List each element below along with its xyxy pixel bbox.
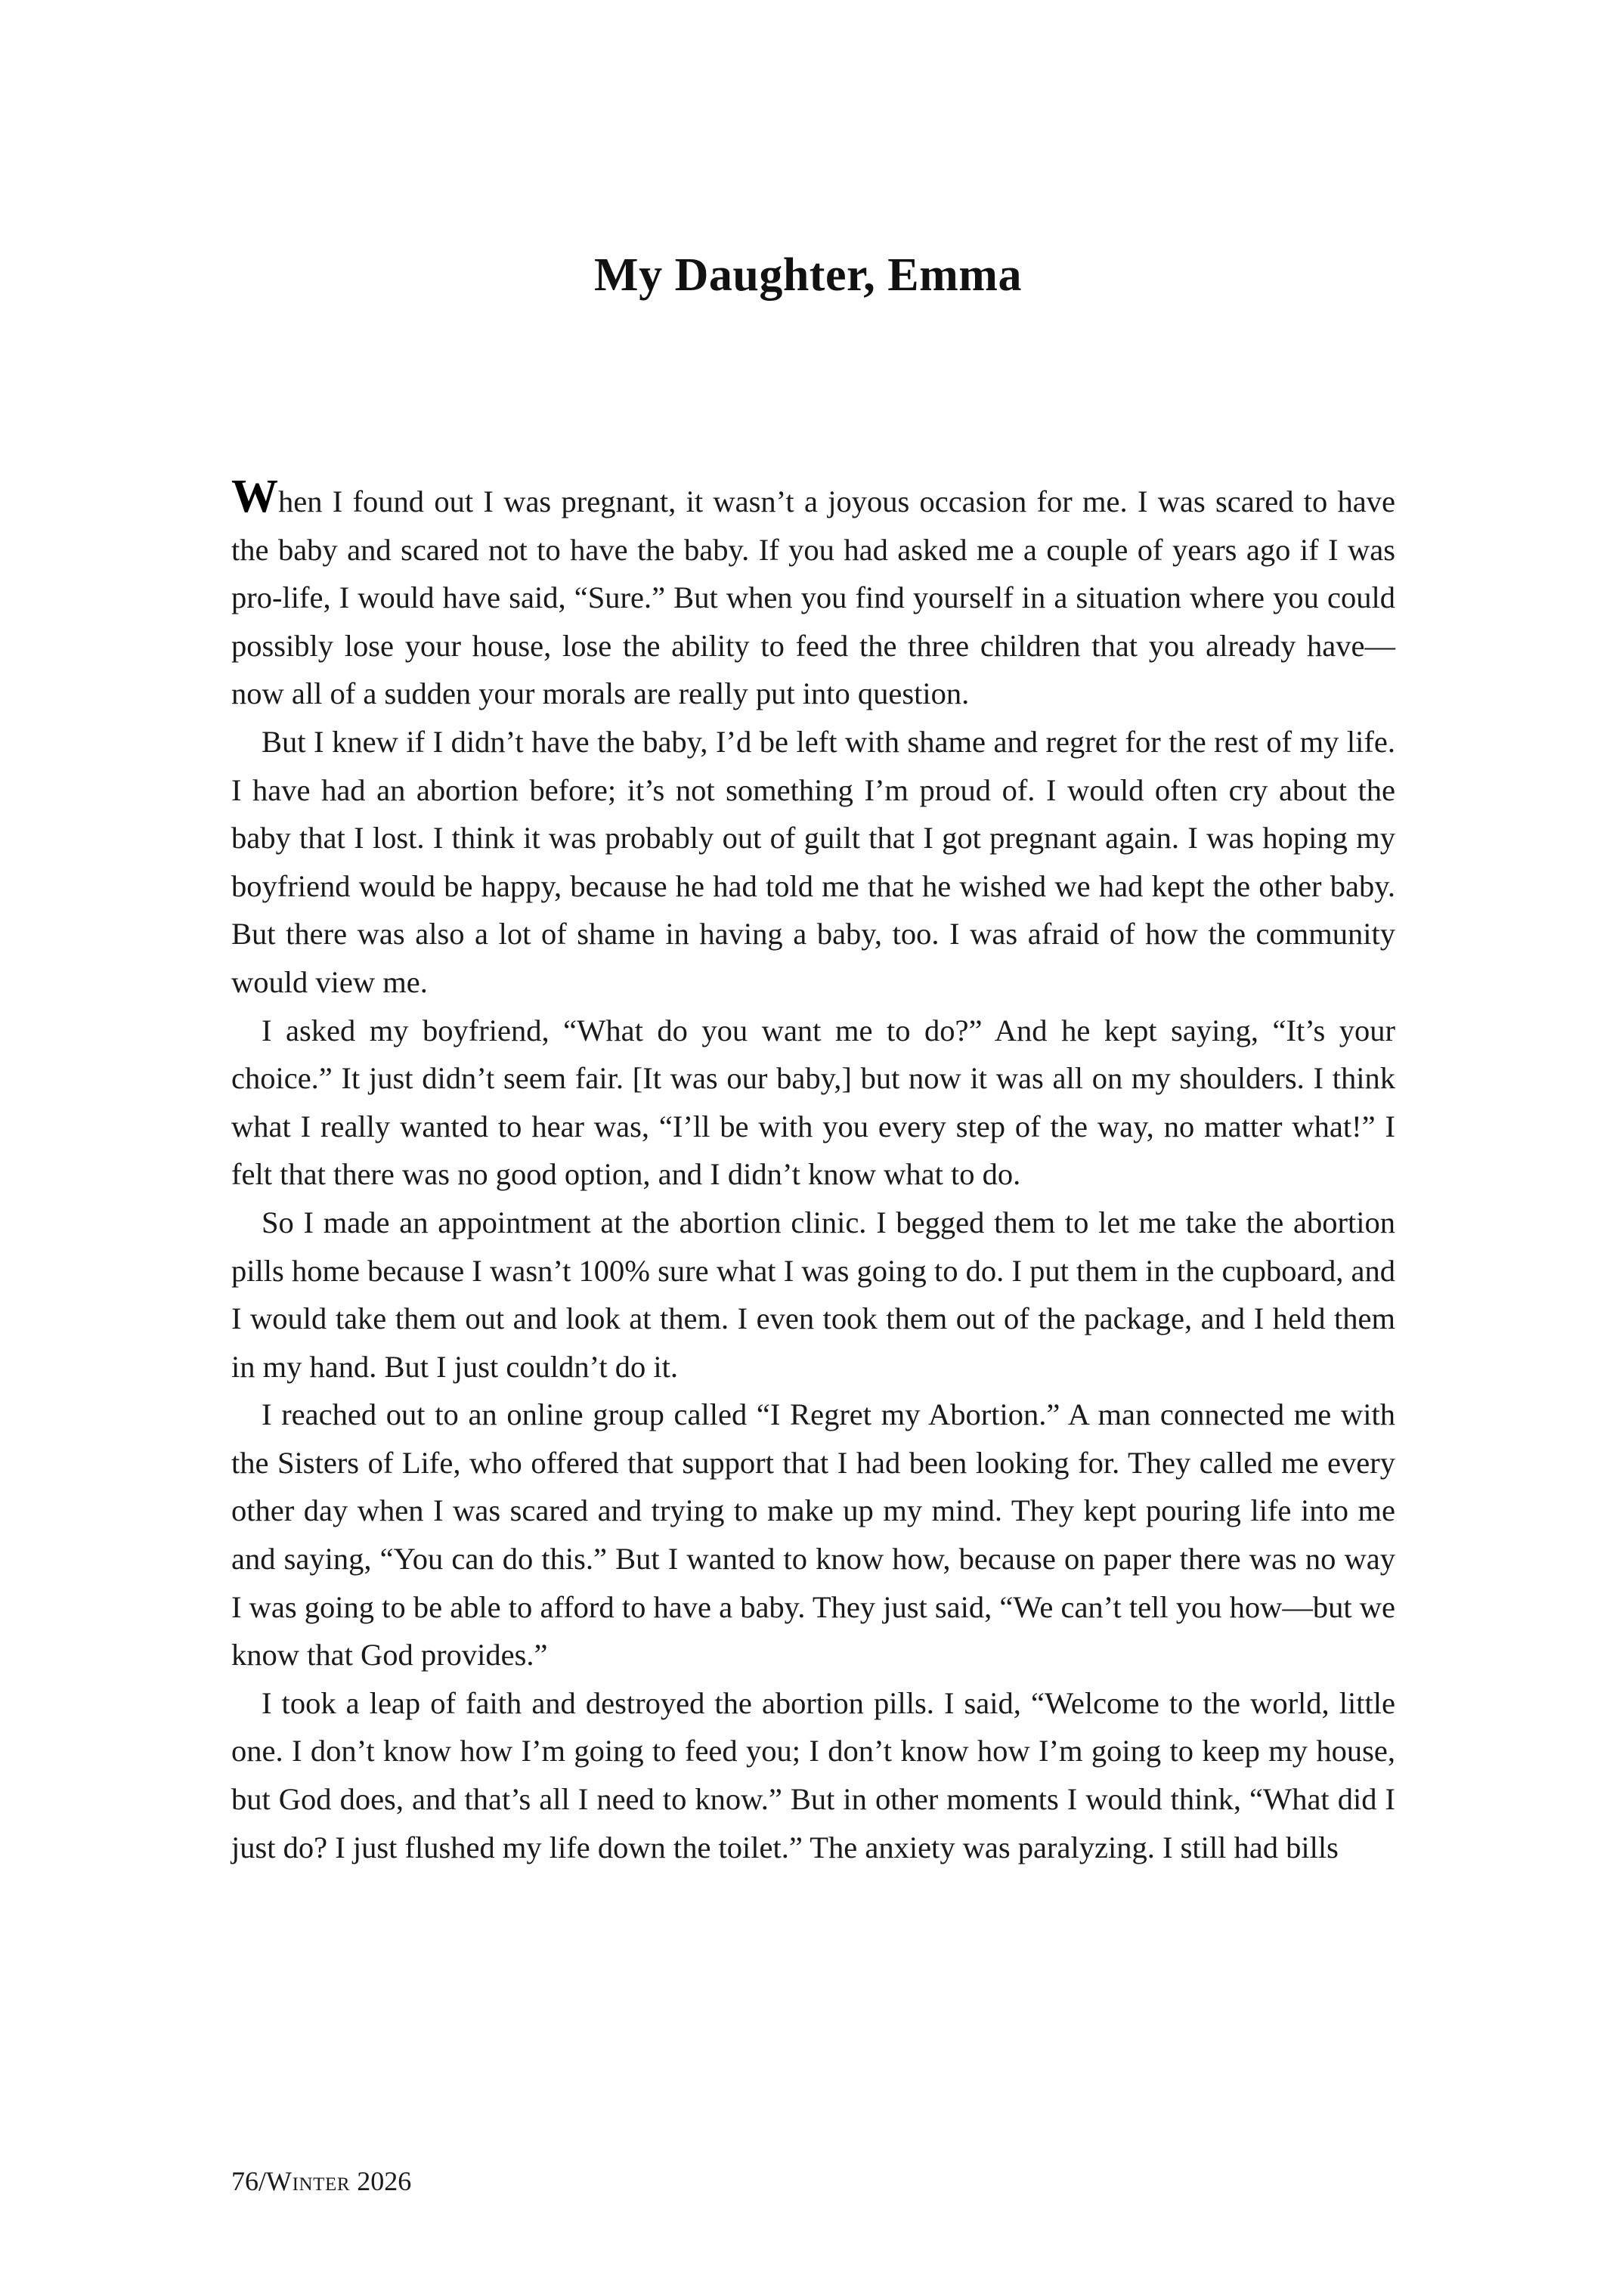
page-folio xyxy=(231,2165,411,2198)
paragraph-3 xyxy=(231,1007,1395,1199)
paragraph-6 xyxy=(231,1679,1395,1871)
folio-issue-year: 2026 xyxy=(357,2165,412,2196)
paragraph-2-text: But I knew if I didn’t have the baby, I’d be left with shame and regret for the rest of my life. I have had an abortion before; it’s not something I’m proud of. I would often cry about the baby that I lost. I think it was probably out of guilt that I got pregnant again. I was hoping my boyfriend would be happy, because he had told me that he wished we had kept the other baby. But there was also a lot of shame in having a baby, too. I was afraid of how the community would view me. xyxy=(231,724,1395,999)
folio-separator: / xyxy=(258,2165,267,2196)
initial-cap-letter: W xyxy=(231,471,278,522)
paragraph-5-text: I reached out to an online group called “I Regret my Abortion.” A man connected me with the Sisters of Life, who offered that support that I had been looking for. They called me every other day when I was scared and trying to make up my mind. They kept pouring life into me and saying, “You can do this.” But I wanted to know how, because on paper there was no way I was going to be able to afford to have a baby. They just said, “We can’t tell you how—but we know that God provides.” xyxy=(231,1397,1395,1672)
paragraph-2 xyxy=(231,718,1395,1007)
paragraph-4-text: So I made an appointment at the abortion clinic. I begged them to let me take the abortion pills home because I wasn’t 100% sure what I was going to do. I put them in the cupboard, and I would take them out and look at them. I even took them out of the package, and I held them in my hand. But I just couldn’t do it. xyxy=(231,1205,1395,1384)
paragraph-1 xyxy=(231,471,1395,718)
folio-space xyxy=(350,2166,357,2196)
body-text-column xyxy=(231,471,1395,1871)
paragraph-4 xyxy=(231,1199,1395,1391)
folio-page-number: 76 xyxy=(231,2165,258,2196)
paragraph-6-text: I took a leap of faith and destroyed the abortion pills. I said, “Welcome to the world, little one. I don’t know how I’m going to feed you; I don’t know how I’m going to keep my house, but God does, and that’s all I need to know.” But in other moments I would think, “What did I just do? I just flushed my life down the toilet.” The anxiety was paralyzing. I still had bills xyxy=(231,1685,1395,1864)
paragraph-5 xyxy=(231,1391,1395,1679)
paragraph-1-text: hen I found out I was pregnant, it wasn’t a joyous occasion for me. I was scared to have the baby and scared not to have the baby. If you had asked me a couple of years ago if I was pro-life, I would have said, “Sure.” But when you find yourself in a situation where you could possibly lose your house, lose the ability to feed the three children that you already have—now all of a sudden your morals are really put into question. xyxy=(231,484,1395,711)
paragraph-3-text: I asked my boyfriend, “What do you want me to do?” And he kept saying, “It’s your choice.” It just didn’t seem fair. [It was our baby,] but now it was all on my shoulders. I think what I really wanted to hear was, “I’ll be with you every step of the way, no matter what!” I felt that there was no good option, and I didn’t know what to do. xyxy=(231,1013,1395,1192)
folio-issue-season: Winter xyxy=(266,2165,351,2196)
page-title: My Daughter, Emma xyxy=(594,249,1022,301)
